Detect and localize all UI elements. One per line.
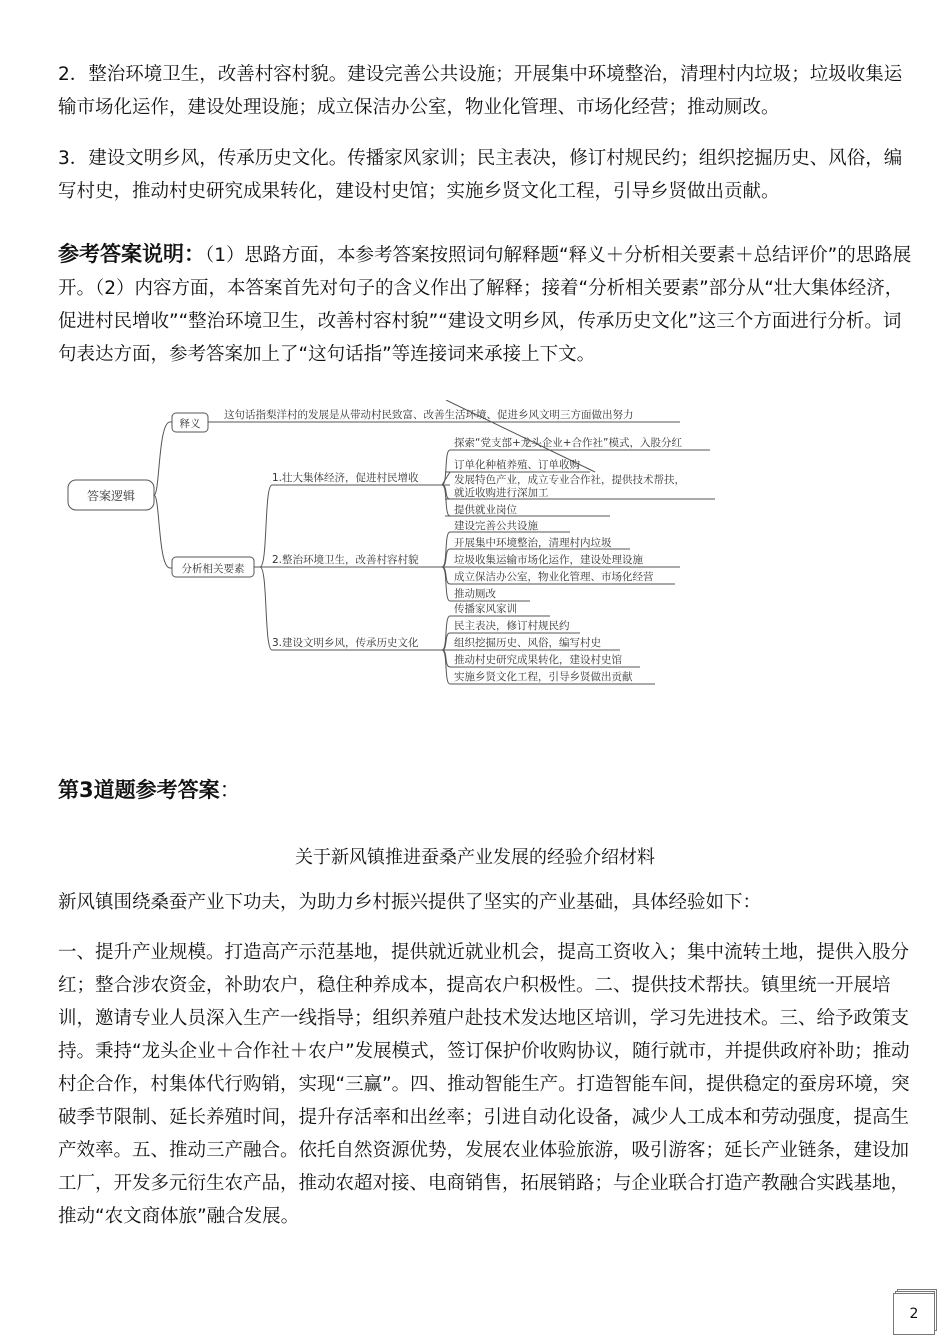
branch-3-item-2: 民主表决，修订村规民约	[454, 620, 570, 632]
analysis-label: 分析相关要素	[181, 563, 245, 575]
branch-3-item-4: 推动村史研究成果转化，建设村史馆	[454, 654, 622, 666]
branch-2-item-5: 推动厕改	[454, 588, 496, 600]
explain-label: 释义	[179, 418, 201, 430]
question-3-heading	[58, 774, 241, 804]
explain-text: 这句话指梨洋村的发展是从带动村民致富、改善生活环境、促进乡风文明三方面做出努力	[224, 409, 634, 421]
paragraph-item-2: 2．整治环境卫生，改善村容村貌。建设完善公共设施；开展集中环境整治，清理村内垃圾；垃圾收集运输市场化运作，建设处理设施；成立保洁办公室，物业化管理、市场化经营；推动厕改。	[58, 64, 903, 118]
question-3-heading-colon: ：	[219, 778, 241, 802]
branch-3-item-3: 组织挖掘历史、风俗，编写村史	[454, 637, 601, 649]
answer-note-text: （1）思路方面，本参考答案按照词句解释题“释义＋分析相关要素＋总结评价”的思路展开。（2）内容方面，本答案首先对句子的含义作出了解释；接着“分析相关要素”部分从“壮大集体经济，促进村民增收”“整治环境卫生，改善村容村貌”“建设文明乡风，传承历史文化”这三个方面进行分析。词句表达方面，参考答案加上了“这句话指”等连接词来承接上下文。	[58, 245, 912, 365]
connector-root-explain	[154, 422, 172, 495]
branch-2-item-4: 成立保洁办公室，物业化管理、市场化经营	[454, 571, 654, 583]
answer-logic-mindmap	[60, 400, 730, 692]
page-number-box	[893, 1289, 939, 1333]
branch-2-item-3: 垃圾收集运输市场化运作，建设处理设施	[454, 554, 643, 566]
branch-1-item-3a: 发展特色产业，成立专业合作社，提供技术帮扶，	[454, 474, 685, 486]
page-number: 2	[893, 1293, 935, 1335]
branch-1-item-4: 提供就业岗位	[454, 504, 517, 516]
article-intro: 新风镇围绕桑蚕产业下功夫，为助力乡村振兴提供了坚实的产业基础，具体经验如下：	[58, 892, 762, 913]
paragraph-item-3: 3．建设文明乡风，传承历史文化。传播家风家训；民主表决，修订村规民约；组织挖掘历史、风俗，编写村史，推动村史研究成果转化，建设村史馆；实施乡贤文化工程，引导乡贤做出贡献。	[58, 148, 903, 202]
answer-note-paragraph	[58, 238, 918, 371]
article-body: 一、提升产业规模。打造高产示范基地，提供就近就业机会，提高工资收入；集中流转土地，提供入股分红；整合涉农资金，补助农户，稳住种养成本，提高农户积极性。二、提供技术帮扶。镇里统一开展培训，邀请专业人员深入生产一线指导；组织养殖户赴技术发达地区培训，学习先进技术。三、给予政策支持。秉持“龙头企业＋合作社＋农户”发展模式，签订保护价收购协议，随行就市，并提供政府补助；推动村企合作，村集体代行购销，实现“三赢”。四、推动智能生产。打造智能车间，提供稳定的蚕房环境，突破季节限制、延长养殖时间，提升存活率和出丝率；引进自动化设备，减少人工成本和劳动强度，提高生产效率。五、推动三产融合。依托自然资源优势，发展农业体验旅游，吸引游客；延长产业链条，建设加工厂，开发多元衍生农产品，推动农超对接、电商销售，拓展销路；与企业联合打造产教融合实践基地，推动“农文商体旅”融合发展。	[58, 942, 910, 1227]
mindmap-root-label: 答案逻辑	[86, 489, 136, 503]
branch-2-item-1: 建设完善公共设施	[454, 520, 538, 532]
answer-note-label: 参考答案说明：	[58, 242, 205, 266]
branch-2-item-2: 开展集中环境整治，清理村内垃圾	[454, 537, 612, 549]
branch-3-item-5: 实施乡贤文化工程，引导乡贤做出贡献	[454, 671, 633, 683]
branch-2-title: 2.整治环境卫生，改善村容村貌	[272, 554, 419, 566]
connector-root-analysis	[154, 495, 172, 568]
question-3-heading-text: 第3道题参考答案	[58, 778, 220, 802]
branch-3-item-1: 传播家风家训	[454, 603, 517, 615]
article-title: 关于新风镇推进蚕桑产业发展的经验介绍材料	[295, 847, 655, 868]
branch-1-item-2: 订单化种植养殖、订单收购	[454, 459, 580, 471]
branch-1-title: 1.壮大集体经济，促进村民增收	[272, 472, 419, 484]
branch-1-item-1: 探索“党支部+龙头企业+合作社”模式，入股分红	[454, 437, 682, 449]
branch-1-item-3b: 就近收购进行深加工	[454, 487, 549, 499]
branch-3-title: 3.建设文明乡风，传承历史文化	[272, 637, 419, 649]
